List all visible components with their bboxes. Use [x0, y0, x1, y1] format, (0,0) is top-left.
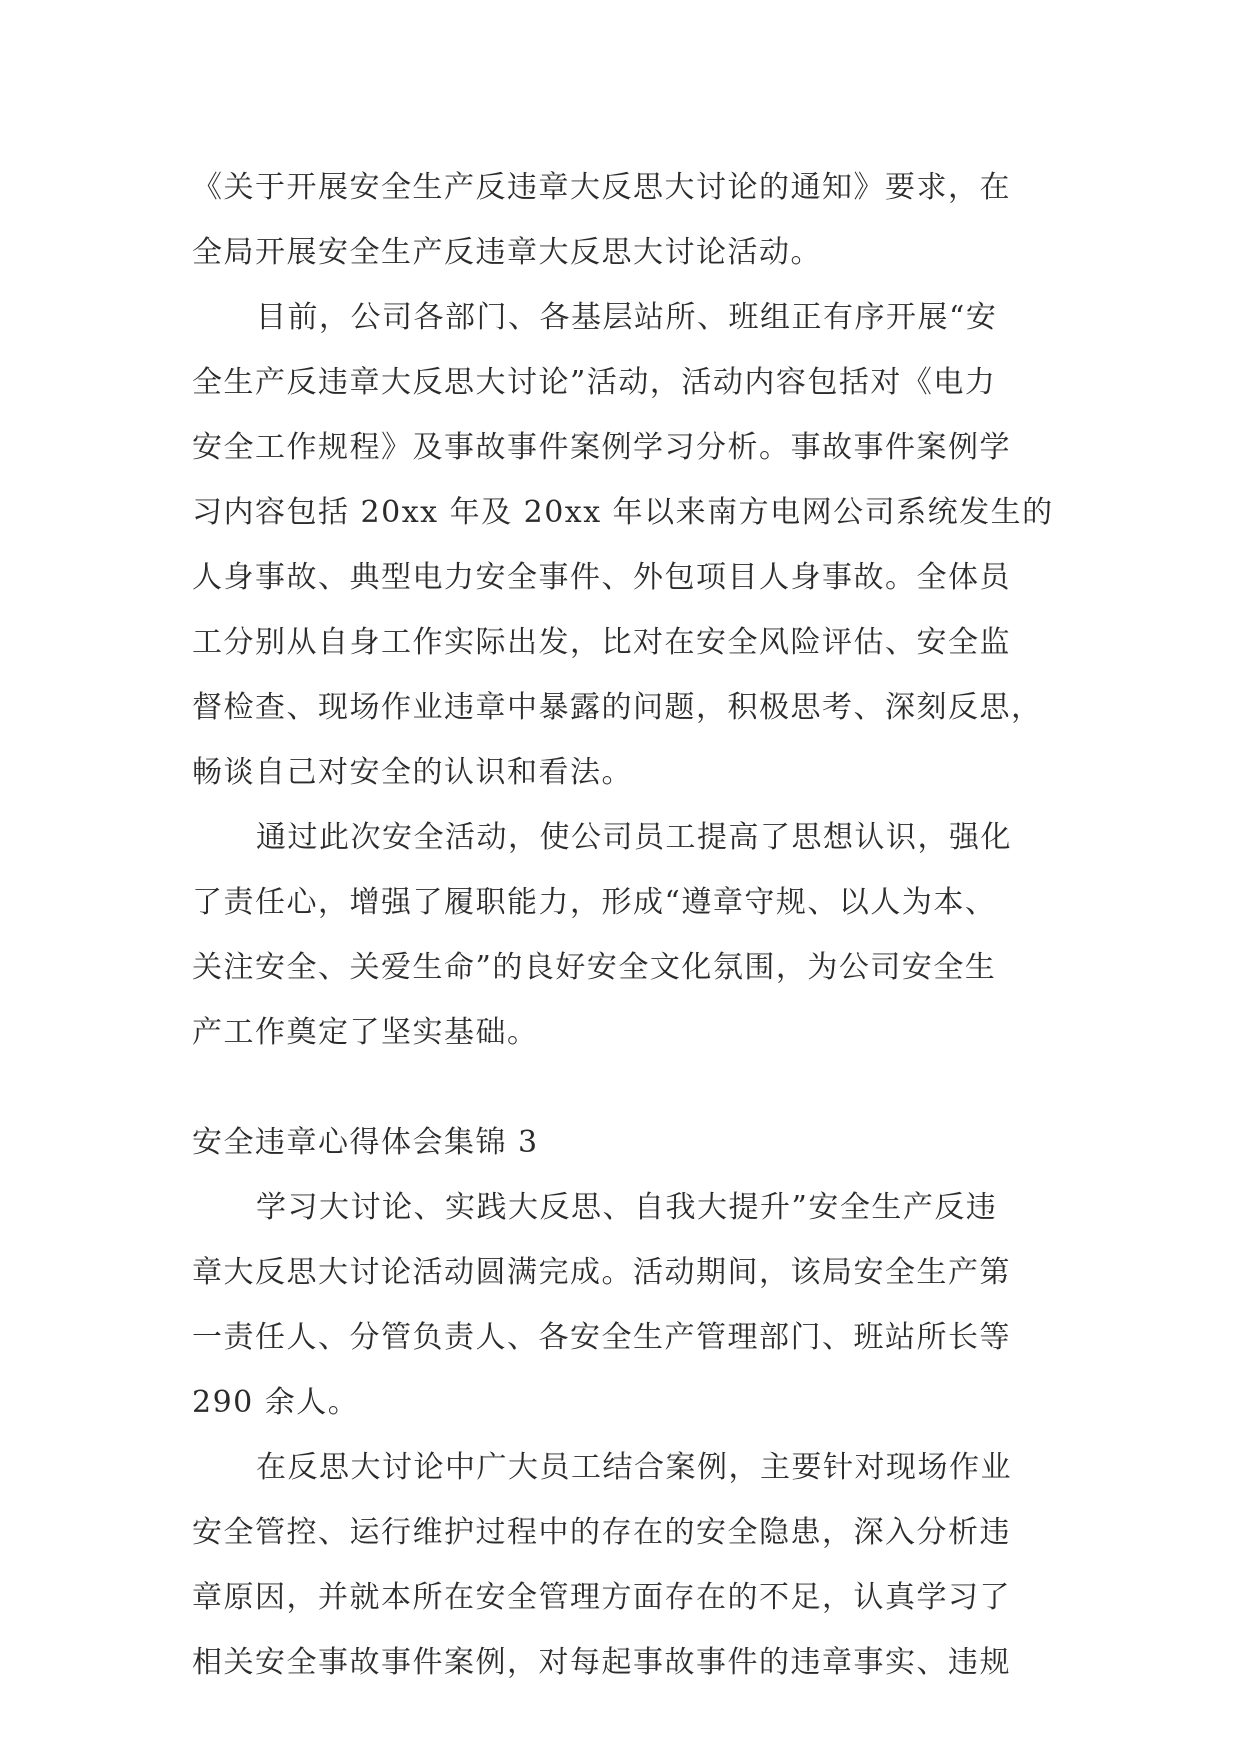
paragraph-line: 章大反思大讨论活动圆满完成。活动期间，该局安全生产第 — [192, 1255, 1011, 1290]
paragraph-line: 一责任人、分管负责人、各安全生产管理部门、班站所长等 — [192, 1320, 1011, 1355]
paragraph-line: 工分别从自身工作实际出发，比对在安全风险评估、安全监 — [192, 625, 1011, 660]
paragraph-line: 全局开展安全生产反违章大反思大讨论活动。 — [192, 235, 822, 270]
paragraph-line: 全生产反违章大反思大讨论”活动，活动内容包括对《电力 — [192, 365, 997, 400]
paragraph-line: 290 余人。 — [192, 1385, 360, 1420]
paragraph-line: 相关安全事故事件案例，对每起事故事件的违章事实、违规 — [192, 1645, 1011, 1680]
paragraph-line: 了责任心，增强了履职能力，形成“遵章守规、以人为本、 — [192, 885, 997, 920]
paragraph-line: 习内容包括 20xx 年及 20xx 年以来南方电网公司系统发生的 — [192, 495, 1054, 530]
paragraph-line: 通过此次安全活动，使公司员工提高了思想认识，强化 — [256, 820, 1012, 855]
paragraph-line: 目前，公司各部门、各基层站所、班组正有序开展“安 — [256, 300, 998, 335]
paragraph-line: 学习大讨论、实践大反思、自我大提升”安全生产反违 — [256, 1190, 998, 1225]
paragraph-line: 安全工作规程》及事故事件案例学习分析。事故事件案例学 — [192, 430, 1011, 465]
section-heading: 安全违章心得体会集锦 3 — [192, 1125, 539, 1160]
paragraph-line: 在反思大讨论中广大员工结合案例，主要针对现场作业 — [256, 1450, 1012, 1485]
paragraph-line: 章原因，并就本所在安全管理方面存在的不足，认真学习了 — [192, 1580, 1011, 1615]
paragraph-line: 关注安全、关爱生命”的良好安全文化氛围，为公司安全生 — [192, 950, 997, 985]
paragraph-line: 督检查、现场作业违章中暴露的问题，积极思考、深刻反思， — [192, 690, 1043, 725]
paragraph-line: 畅谈自己对安全的认识和看法。 — [192, 755, 633, 790]
paragraph-line: 人身事故、典型电力安全事件、外包项目人身事故。全体员 — [192, 560, 1011, 595]
paragraph-line: 《关于开展安全生产反违章大反思大讨论的通知》要求，在 — [192, 170, 1011, 205]
paragraph-line: 安全管控、运行维护过程中的存在的安全隐患，深入分析违 — [192, 1515, 1011, 1550]
paragraph-line: 产工作奠定了坚实基础。 — [192, 1015, 539, 1050]
